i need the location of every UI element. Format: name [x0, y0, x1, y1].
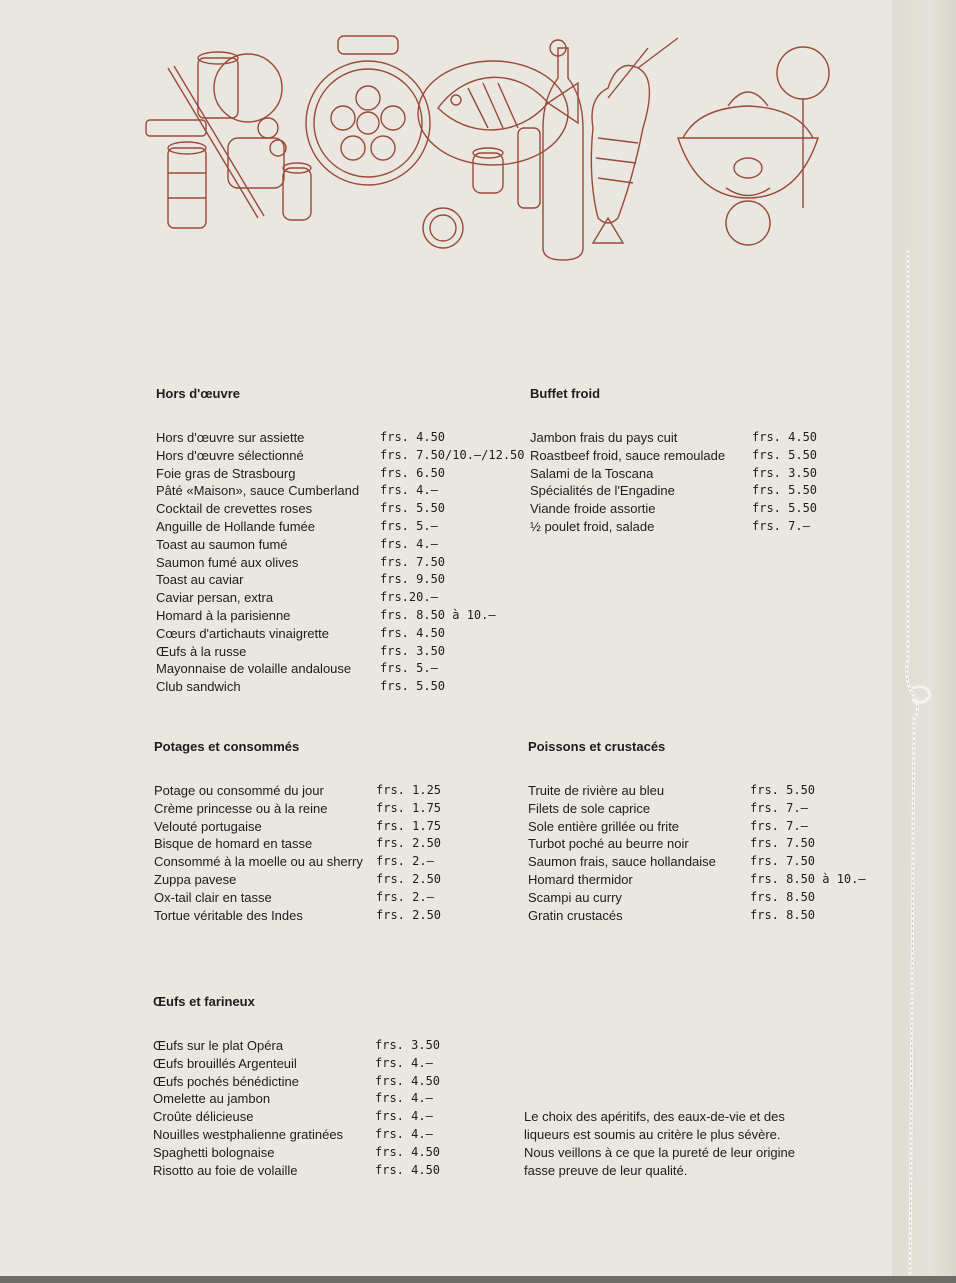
item-list [528, 782, 866, 924]
list-item: Toast au saumon fumé frs. 4.— [156, 536, 438, 552]
list-item: Œufs brouillés Argenteuil frs. 4.— [153, 1055, 433, 1071]
list-item: Truite de rivière au bleu frs. 5.50 [528, 783, 816, 798]
list-item: Ox-tail clair en tasse frs. 2.— [154, 889, 434, 905]
list-item: Zuppa pavese frs. 2.50 [154, 871, 442, 887]
section-title: Potages et consommés [154, 739, 300, 754]
list-item: ½ poulet froid, salade frs. 7.— [530, 518, 810, 534]
list-item: Club sandwich frs. 5.50 [156, 679, 446, 695]
list-item: Nouilles westphalienne gratinées frs. 4.— [153, 1126, 433, 1142]
section-buffet-froid [530, 385, 818, 536]
section-title: Hors d'œuvre [156, 386, 240, 401]
list-item: Cœurs d'artichauts vinaigrette frs. 4.50 [156, 625, 446, 641]
section-potages [154, 738, 442, 924]
list-item: Foie gras de Strasbourg frs. 6.50 [156, 465, 446, 481]
list-item: Anguille de Hollande fumée frs. 5.— [156, 518, 438, 534]
list-item: Velouté portugaise frs. 1.75 [154, 818, 442, 834]
item-list [530, 429, 818, 536]
list-item: Saumon frais, sauce hollandaise frs. 7.50 [528, 854, 816, 870]
list-item: Omelette au jambon frs. 4.— [153, 1091, 433, 1107]
list-item: Gratin crustacés frs. 8.50 [528, 907, 816, 923]
section-oeufs [153, 993, 441, 1179]
list-item: Œufs sur le plat Opéra frs. 3.50 [153, 1038, 441, 1053]
list-item: Croûte délicieuse frs. 4.— [153, 1109, 433, 1125]
list-item: Œufs à la russe frs. 3.50 [156, 643, 446, 659]
aperitif-note [524, 1108, 824, 1180]
list-item: Homard à la parisienne frs. 8.50 à 10.— [156, 607, 496, 623]
list-item: Filets de sole caprice frs. 7.— [528, 800, 808, 816]
list-item: Mayonnaise de volaille andalouse frs. 5.— [156, 661, 438, 677]
list-item: Pâté «Maison», sauce Cumberland frs. 4.— [156, 483, 438, 499]
note-line: fasse preuve de leur qualité. [524, 1163, 688, 1178]
list-item: Risotto au foie de volaille frs. 4.50 [153, 1162, 441, 1178]
list-item: Tortue véritable des Indes frs. 2.50 [154, 907, 442, 923]
list-item: Hors d'œuvre sélectionné frs. 7.50/10.–/12.50 [156, 447, 525, 463]
list-item: Potage ou consommé du jour frs. 1.25 [154, 783, 442, 798]
list-item: Cocktail de crevettes roses frs. 5.50 [156, 501, 446, 517]
section-poissons [528, 738, 866, 924]
list-item: Saumon fumé aux olives frs. 7.50 [156, 554, 446, 570]
binding-cord [894, 238, 934, 1278]
page-bottom-edge [0, 1276, 956, 1283]
section-title: Œufs et farineux [153, 994, 255, 1009]
item-list [154, 782, 442, 924]
note-line: Nous veillons à ce que la pureté de leur origine [524, 1145, 796, 1160]
list-item: Viande froide assortie frs. 5.50 [530, 501, 818, 517]
note-line: liqueurs est soumis au critère le plus sévère. [524, 1127, 781, 1142]
list-item: Toast au caviar frs. 9.50 [156, 572, 446, 588]
list-item: Jambon frais du pays cuit frs. 4.50 [530, 430, 818, 445]
list-item: Œufs pochés bénédictine frs. 4.50 [153, 1073, 441, 1089]
list-item: Spécialités de l'Engadine frs. 5.50 [530, 483, 818, 499]
list-item: Caviar persan, extra frs.20.— [156, 590, 438, 606]
list-item: Hors d'œuvre sur assiette frs. 4.50 [156, 430, 446, 445]
list-item: Spaghetti bolognaise frs. 4.50 [153, 1144, 441, 1160]
list-item: Crème princesse ou à la reine frs. 1.75 [154, 800, 442, 816]
list-item: Salami de la Toscana frs. 3.50 [530, 465, 818, 481]
list-item: Roastbeef froid, sauce remoulade frs. 5.50 [530, 447, 818, 463]
list-item: Bisque de homard en tasse frs. 2.50 [154, 836, 442, 852]
list-item: Scampi au curry frs. 8.50 [528, 889, 816, 905]
kitchen-illustration [138, 28, 838, 268]
section-hors-doeuvre [156, 385, 525, 696]
list-item: Homard thermidor frs. 8.50 à 10.— [528, 871, 866, 887]
section-title: Poissons et crustacés [528, 739, 666, 754]
list-item: Consommé à la moelle ou au sherry frs. 2.— [154, 854, 434, 870]
item-list [153, 1037, 441, 1179]
list-item: Sole entière grillée ou frite frs. 7.— [528, 818, 808, 834]
item-list [156, 429, 525, 696]
note-line: Le choix des apéritifs, des eaux-de-vie et des [524, 1109, 785, 1124]
list-item: Turbot poché au beurre noir frs. 7.50 [528, 836, 816, 852]
section-title: Buffet froid [530, 386, 601, 401]
